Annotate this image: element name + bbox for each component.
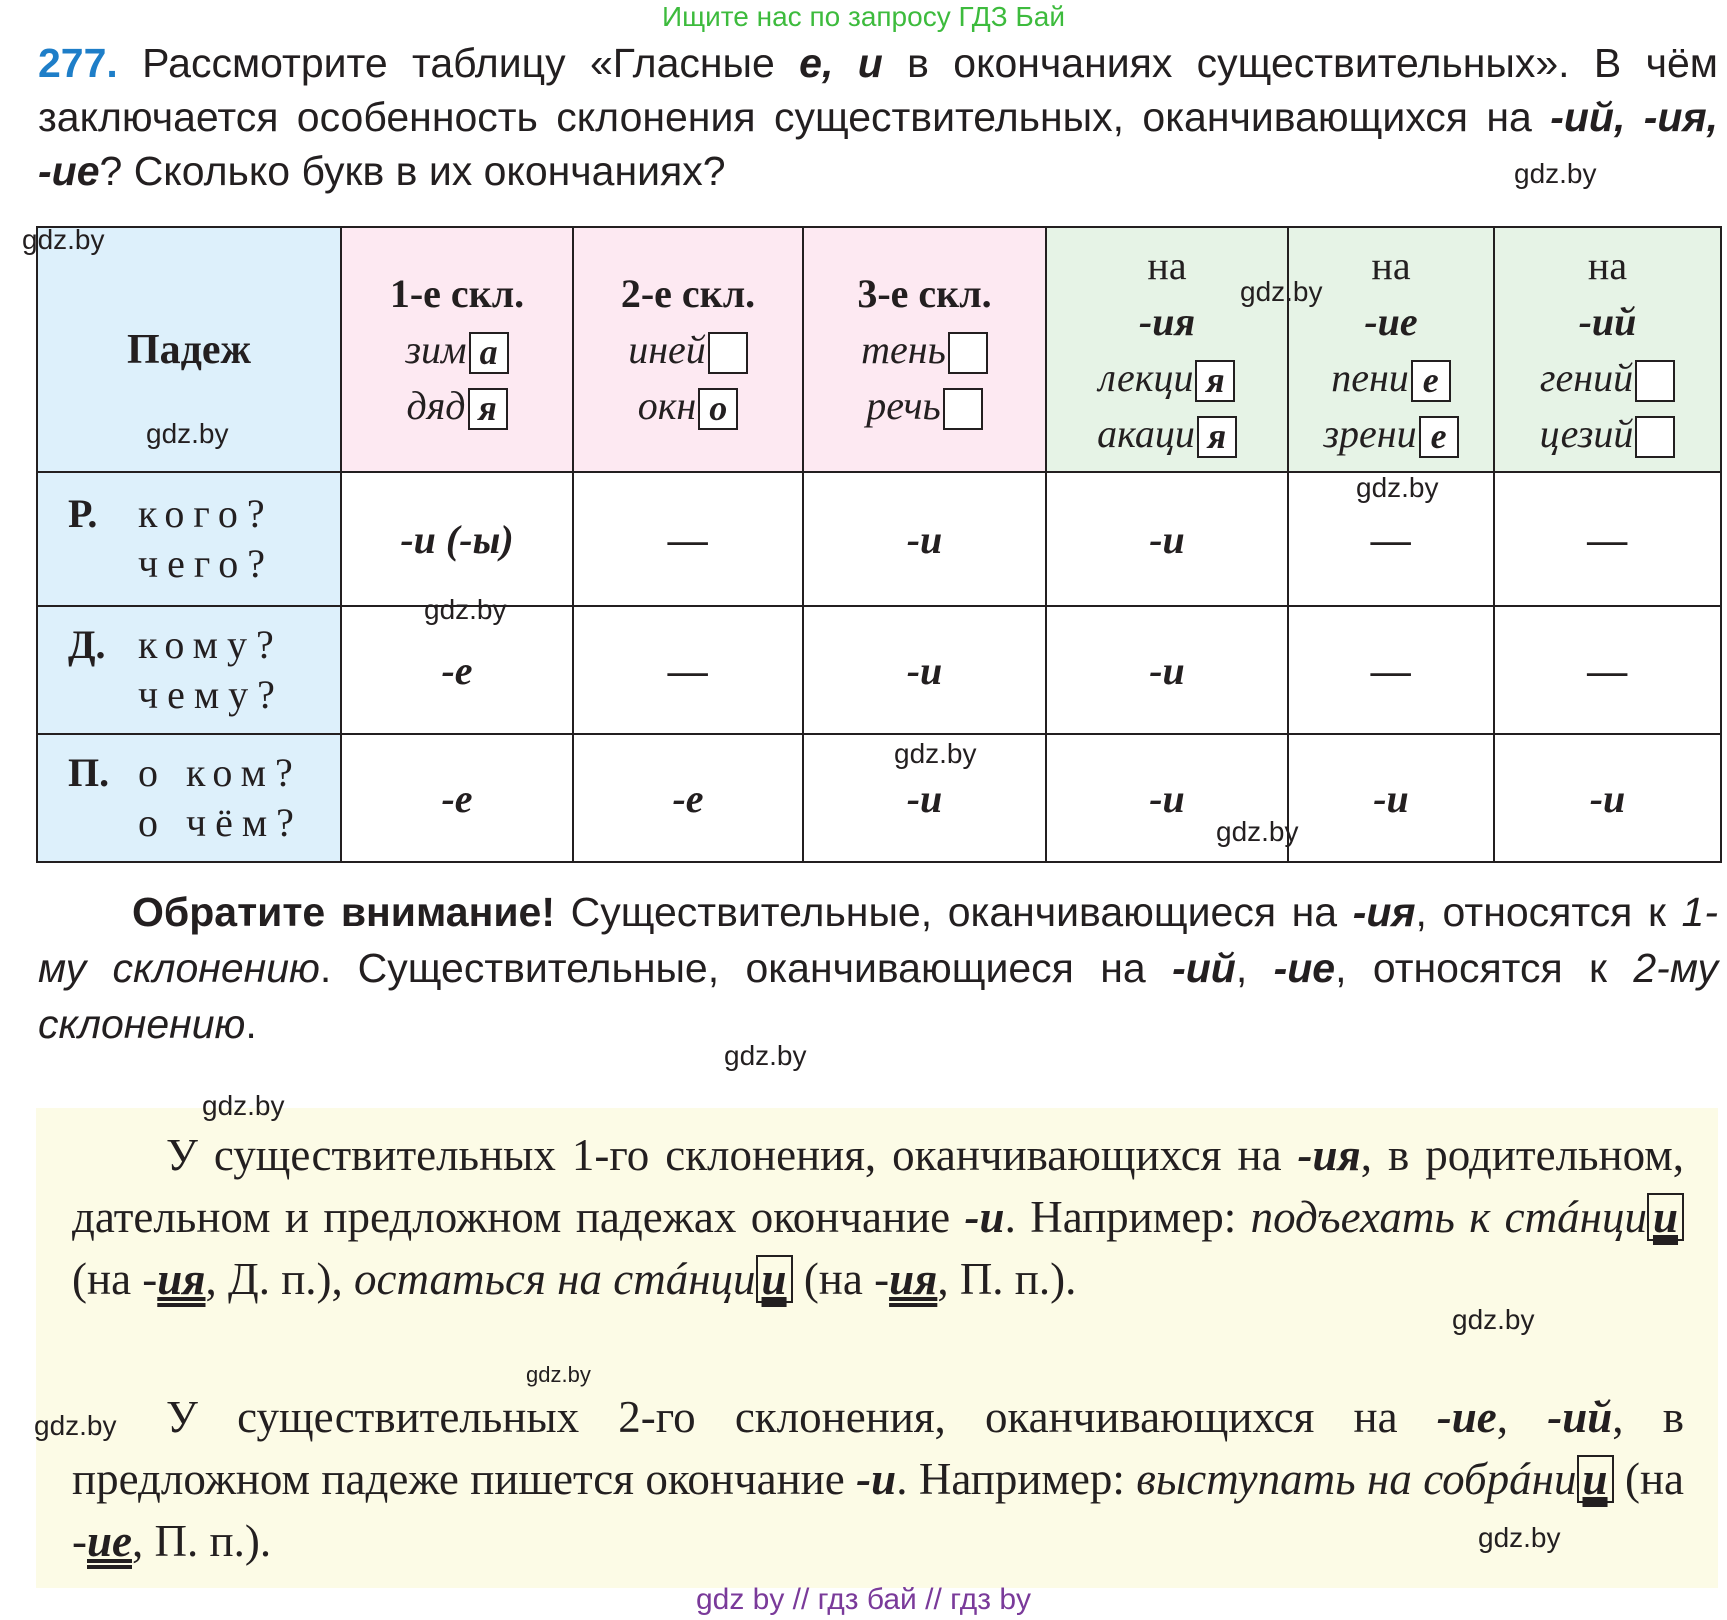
rule-underlined-ending: ия [157,1254,206,1304]
word-stem: зим [405,326,467,372]
watermark: gdz.by [146,418,229,449]
watermark: gdz.by [202,1090,285,1121]
watermark: gdz.by [424,594,507,625]
rule-ending: -ие [1436,1392,1497,1442]
ending-box: я [1195,360,1235,402]
case-cell [37,734,341,862]
exercise-text-part: Рассмотрите таблицу «Гласные [117,40,800,86]
watermark: gdz.by [1514,158,1597,189]
note-declension: 1-му склонению [38,889,1718,991]
ending-box [1635,360,1675,402]
watermark: gdz.by [1452,1304,1535,1335]
case-question: кого? [138,491,274,536]
case-question: о чём? [138,800,303,845]
note-text: . [245,1001,257,1047]
column-header [1288,227,1494,472]
rule-paragraph-1 [72,1124,1684,1310]
rule-text: . Например: [1004,1192,1251,1242]
column-title: на [1587,242,1628,288]
exercise-endings: -ий, -ия, -ие [38,94,1718,194]
note-ending: -ий [1172,945,1236,991]
rule-text: . Например: [896,1454,1137,1504]
exercise-text-part: в окончаниях существительных». В чём заключается особенность склонения существительных, оканчивающихся на [38,40,1718,140]
table-cell [803,472,1046,606]
table-header-row [37,227,1721,472]
case-header-label: Падеж [126,326,251,373]
case-letter: Р. [68,491,98,536]
column-ending: -ия [1138,298,1196,344]
watermark: gdz.by [724,1040,807,1071]
cell-ending: -и [906,647,943,693]
ending-box [1635,416,1675,458]
exercise-vowels: е, и [799,40,883,86]
table-cell [803,606,1046,734]
exercise-text [38,36,1718,198]
note-lead: Обратите внимание! [132,889,556,935]
table-row [37,734,1721,862]
column-header [341,227,573,472]
table-row [37,606,1721,734]
note-ending: -ие [1273,945,1336,991]
note-text: , [1235,945,1274,991]
note-text: Существительные, оканчивающиеся на [555,889,1353,935]
column-title: 1-е скл. [389,270,525,316]
footer-watermark: gdz by // гдз бай // гдз by [695,1583,1032,1616]
ending-box: я [468,388,508,430]
rule-paragraph-2 [72,1386,1684,1572]
cell-ending: — [1587,647,1628,693]
column-header [1046,227,1288,472]
table-cell [1494,606,1721,734]
watermark: gdz.by [22,224,105,255]
rule-example: выступать на собрáни [1136,1454,1577,1504]
word-stem: окн [637,382,697,428]
ending-box: е [1411,360,1451,402]
rule-text: (на - [792,1254,890,1304]
declension-table [36,226,1722,863]
table-cell [573,472,803,606]
cell-ending: — [1371,516,1411,562]
word-stem: акаци [1097,410,1195,456]
column-title: на [1371,242,1411,288]
note-declension: 2-му склонению [38,945,1718,1047]
cell-ending: -е [441,647,473,693]
note-text: , относятся к [1335,945,1634,991]
cell-ending: -и [1149,516,1185,562]
rule-text: , в предложном падеже пишется окончание [72,1392,1685,1504]
rule-text: (на - [72,1254,158,1304]
case-cell [37,472,341,606]
word-stem: зрени [1323,410,1417,456]
cell-ending: -и [906,775,943,821]
ending-box: и [756,1255,793,1303]
cell-ending: -и [1149,775,1185,821]
cell-ending: -и [1373,775,1409,821]
word-stem: лекци [1098,354,1194,400]
rule-text: , П. п.). [937,1254,1077,1304]
rule-ending: -ий [1547,1392,1613,1442]
column-title: 3-е скл. [857,270,992,316]
table-cell [341,472,573,606]
watermark: gdz.by [1216,816,1299,847]
case-question: кому? [138,622,283,667]
rule-text: , [1496,1392,1548,1442]
case-cell [37,606,341,734]
watermark: gdz.by [894,738,977,769]
rule-example: подъехать к стáнци [1250,1192,1647,1242]
word-stem: цезий [1539,410,1634,456]
cell-ending: -е [672,775,704,821]
rule-underlined-ending: ие [87,1516,132,1566]
word-stem: тень [861,326,946,372]
ending-box [943,388,983,430]
word-stem: пени [1331,354,1409,400]
watermark: gdz.by [1240,276,1323,307]
table-cell [573,734,803,862]
rule-ending: -и [856,1454,897,1504]
cell-ending: -и [1149,647,1185,693]
ending-box: е [1419,416,1459,458]
table-cell [1494,734,1721,862]
ending-box [708,332,748,374]
exercise-number: 277. [38,40,118,86]
rule-text: , Д. п.), [205,1254,355,1304]
word-stem: гений [1539,354,1634,400]
table-cell [1046,606,1288,734]
watermark: gdz.by [526,1362,591,1387]
case-letter: П. [68,750,110,795]
table-cell [1046,472,1288,606]
table-cell [573,606,803,734]
ending-box [948,332,988,374]
case-question: чего? [138,541,275,586]
watermark: gdz.by [1356,472,1439,503]
table-cell [1494,472,1721,606]
rule-underlined-ending: ия [889,1254,938,1304]
word-stem: иней [628,326,706,372]
rule-text: , П. п.). [132,1516,272,1566]
ending-box: я [1197,416,1237,458]
case-question: о ком? [138,750,302,795]
table-cell [1288,734,1494,862]
rule-ending: -ия [1297,1130,1361,1180]
note-text: . Существительные, оканчивающиеся на [319,945,1173,991]
case-question: чему? [138,672,284,717]
column-title: на [1147,242,1187,288]
column-title: 2-е скл. [620,270,756,316]
column-ending: -ий [1578,298,1637,344]
exercise-text-part: ? Сколько букв в их окончаниях? [99,148,726,194]
watermark: gdz.by [1478,1522,1561,1553]
cell-ending: — [1587,516,1628,562]
ending-box: и [1577,1455,1614,1503]
rule-text: У существительных 2-го склонения, оканчивающихся на [166,1392,1437,1442]
column-header [1494,227,1721,472]
rule-text: , в родительном, дательном и предложном падежах окончание [72,1130,1685,1242]
cell-ending: -и (-ы) [400,516,514,562]
cell-ending: -и [1589,775,1626,821]
rule-ending: -и [964,1192,1005,1242]
cell-ending: — [1371,647,1411,693]
rule-example: остаться на стáнци [354,1254,756,1304]
ending-box: и [1647,1193,1684,1241]
cell-ending: — [668,647,708,693]
table-row [37,472,1721,606]
column-header [803,227,1046,472]
note-ending: -ия [1352,889,1416,935]
attention-note [38,884,1718,1052]
word-stem: дяд [406,382,466,428]
cell-ending: — [668,516,708,562]
cell-ending: -е [441,775,473,821]
word-stem: речь [866,382,941,428]
rule-text: (на - [72,1454,1684,1566]
note-text: , относятся к [1415,889,1682,935]
ending-box: о [698,388,738,430]
rule-text: У существительных 1-го склонения, оканчивающихся на [166,1130,1298,1180]
column-header [573,227,803,472]
table-cell [341,734,573,862]
table-cell [1288,606,1494,734]
search-banner: Ищите нас по запросу ГДЗ Бай [661,1,1066,32]
ending-box: а [469,332,509,374]
watermark: gdz.by [34,1410,117,1441]
cell-ending: -и [906,516,943,562]
case-letter: Д. [68,622,106,667]
column-ending: -ие [1364,298,1418,344]
